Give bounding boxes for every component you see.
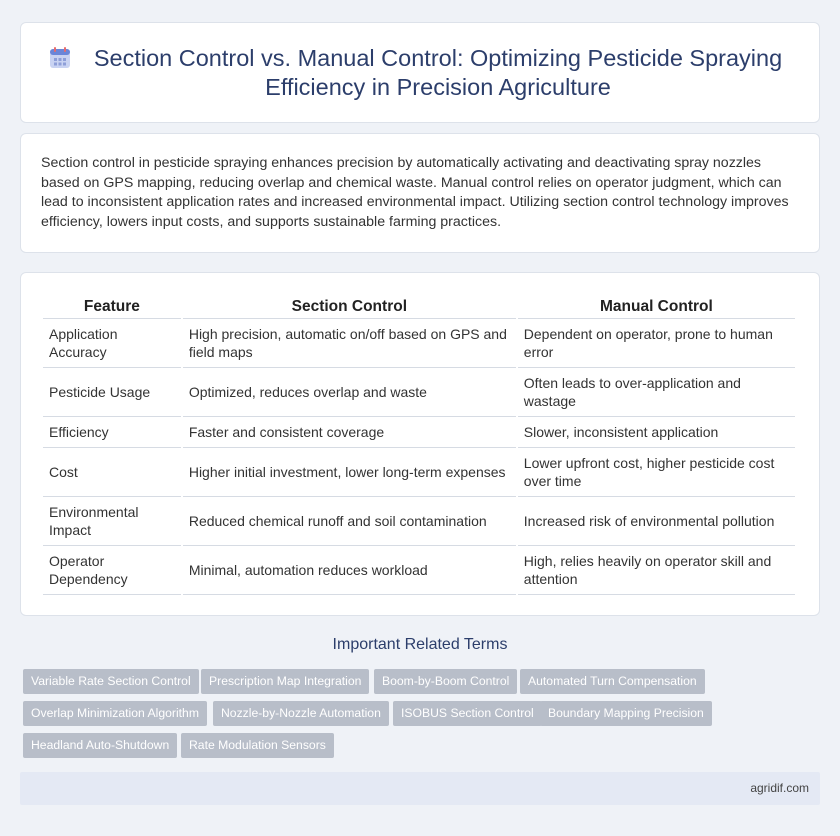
cell-section: Minimal, automation reduces workload xyxy=(183,546,516,595)
cell-manual: Dependent on operator, prone to human error xyxy=(518,319,795,368)
table-row xyxy=(43,417,795,448)
tag-link[interactable]: Headland Auto-Shutdown xyxy=(23,733,177,758)
cell-section: Optimized, reduces overlap and waste xyxy=(183,368,516,417)
tag-link[interactable]: Variable Rate Section Control xyxy=(23,669,199,694)
tag-link[interactable]: Nozzle-by-Nozzle Automation xyxy=(213,701,389,726)
tag-link[interactable]: Rate Modulation Sensors xyxy=(181,733,334,758)
table-row xyxy=(43,497,795,546)
related-terms-title: Important Related Terms xyxy=(332,636,508,653)
tag-link[interactable]: Boundary Mapping Precision xyxy=(540,701,712,726)
cell-section: Faster and consistent coverage xyxy=(183,417,516,448)
table-row xyxy=(43,546,795,595)
table-row xyxy=(43,319,795,368)
intro-text: Section control in pesticide spraying enhances precision by automatically activating and deactivating spray nozzles based on GPS mapping, reducing overlap and chemical waste. Manual control relies on operator judgment, which can lead to inconsistent application rates and increased environmental impact. Utilizing section control technology improves efficiency, lowers input costs, and supports sustainable farming practices. xyxy=(41,155,789,230)
cell-manual: Lower upfront cost, higher pesticide cost over time xyxy=(518,448,795,497)
comparison-card xyxy=(20,272,820,616)
cell-feature: Cost xyxy=(43,448,181,497)
header-feature: Feature xyxy=(43,296,181,319)
tag-link[interactable]: Boom-by-Boom Control xyxy=(374,669,517,694)
tag-link[interactable]: Prescription Map Integration xyxy=(201,669,369,694)
comparison-table xyxy=(41,296,797,595)
cell-feature: Pesticide Usage xyxy=(43,368,181,417)
cell-manual: Often leads to over-application and wastage xyxy=(518,368,795,417)
footer xyxy=(20,772,820,805)
cell-section: High precision, automatic on/off based on GPS and field maps xyxy=(183,319,516,368)
cell-feature: Environmental Impact xyxy=(43,497,181,546)
cell-feature: Operator Dependency xyxy=(43,546,181,595)
tag-link[interactable]: Automated Turn Compensation xyxy=(520,669,705,694)
footer-site[interactable]: agridif.com xyxy=(750,781,809,795)
cell-manual: Slower, inconsistent application xyxy=(518,417,795,448)
cell-section: Higher initial investment, lower long-term expenses xyxy=(183,448,516,497)
table-header-row xyxy=(43,296,795,319)
table-row xyxy=(43,368,795,417)
cell-manual: High, relies heavily on operator skill and attention xyxy=(518,546,795,595)
cell-section: Reduced chemical runoff and soil contamination xyxy=(183,497,516,546)
table-row xyxy=(43,448,795,497)
tag-link[interactable]: Overlap Minimization Algorithm xyxy=(23,701,207,726)
cell-manual: Increased risk of environmental pollution xyxy=(518,497,795,546)
tag-link[interactable]: ISOBUS Section Control xyxy=(393,701,542,726)
header-manual-control: Manual Control xyxy=(518,296,795,319)
cell-feature: Efficiency xyxy=(43,417,181,448)
header-card xyxy=(20,22,820,123)
intro-card xyxy=(20,133,820,253)
page-title: Section Control vs. Manual Control: Optimizing Pesticide Spraying Efficiency in Precision Agriculture xyxy=(93,44,783,100)
cell-feature: Application Accuracy xyxy=(43,319,181,368)
header-section-control: Section Control xyxy=(183,296,516,319)
